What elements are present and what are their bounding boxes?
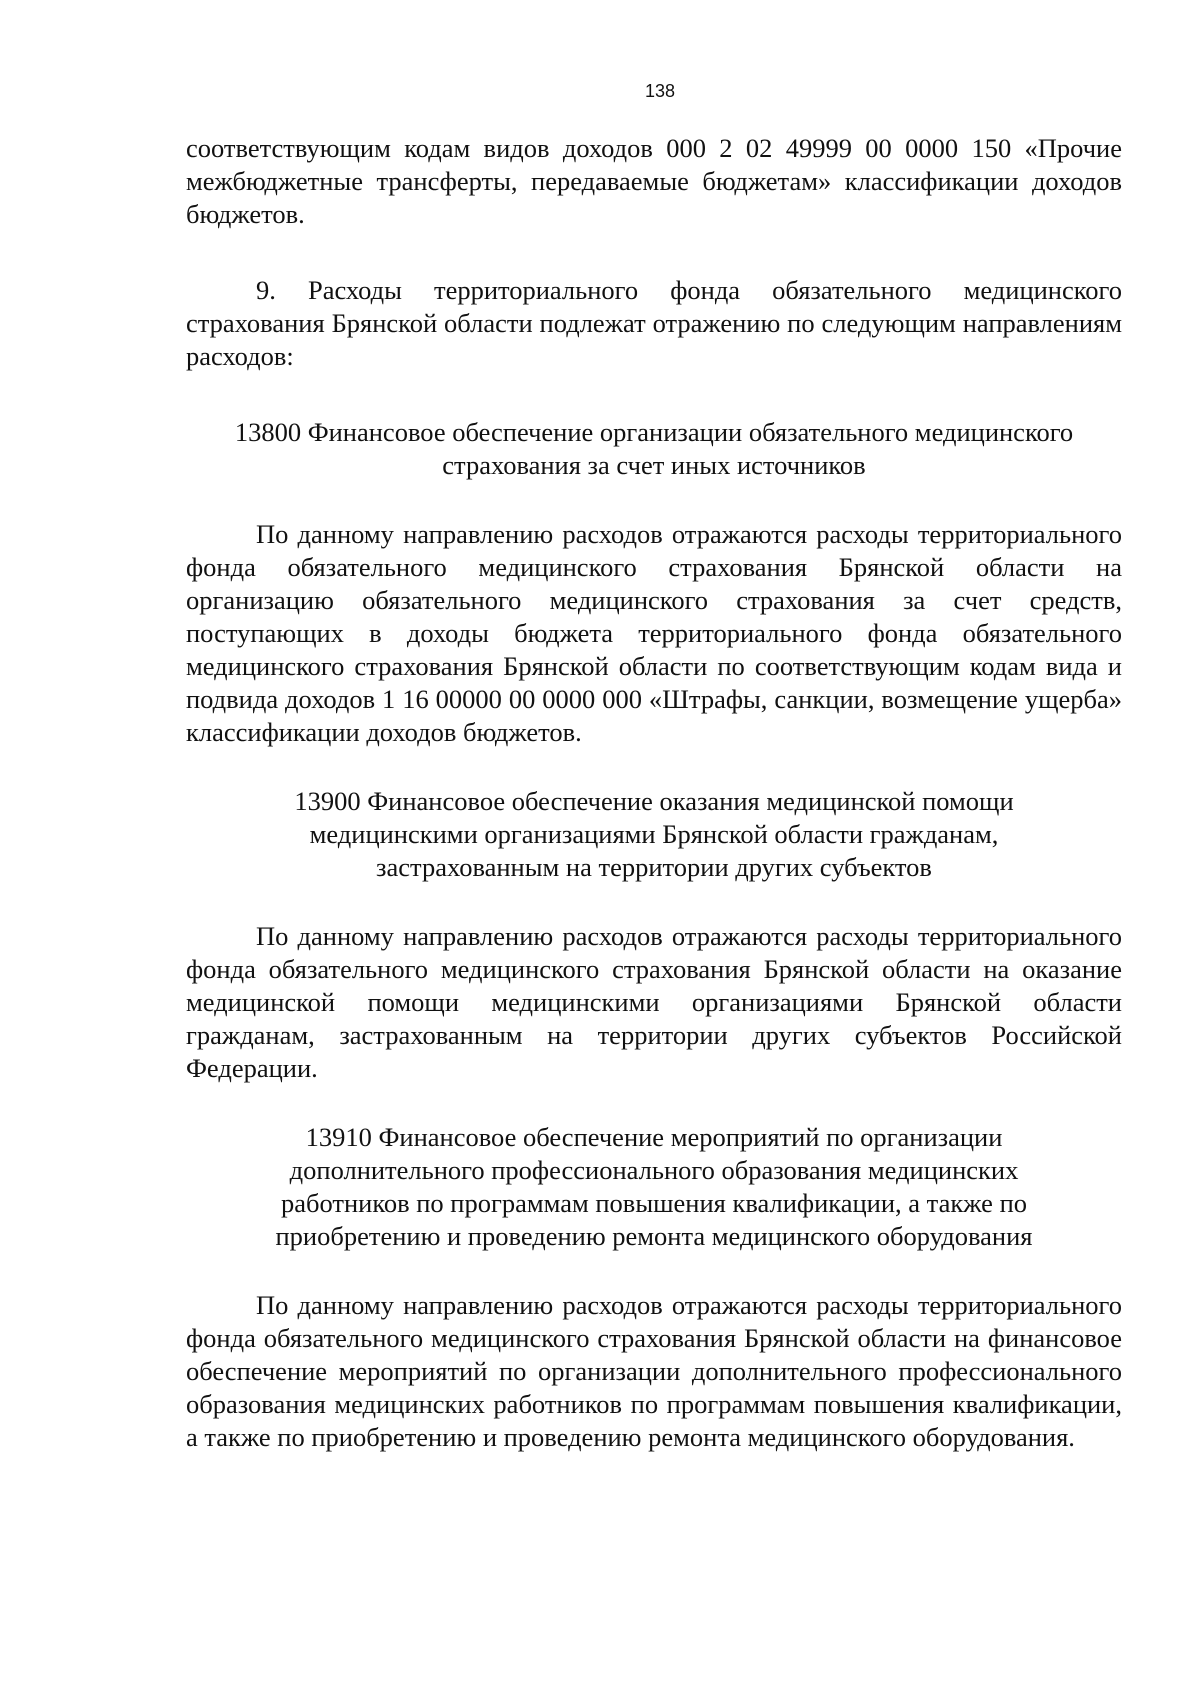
paragraph-item-9: 9. Расходы территориального фонда обязательного медицинского страхования Брянской области подлежат отражению по следующим направлениям расходов: [186, 275, 1122, 371]
page-number: 138 [644, 81, 676, 101]
section-heading-13800: 13800 Финансовое обеспечение организации обязательного медицинского страхования за счет иных источников [234, 417, 1074, 480]
section-heading-13910: 13910 Финансовое обеспечение мероприятий по организации дополнительного профессионального образования медицинских работников по программам повышения квалификации, а также по приобретению и проведению ремонта медицинского оборудования [275, 1122, 1033, 1251]
paragraph-13800-description: По данному направлению расходов отражаются расходы территориального фонда обязательного медицинского страхования Брянской области на организацию обязательного медицинского страхования за счет средств, поступающих в доходы бюджета территориального фонда обязательного медицинского страхования Брянской области по соответствующим кодам вида и подвида доходов 1 16 00000 00 0000 000 «Штрафы, санкции, возмещение ущерба» классификации доходов бюджетов. [186, 519, 1122, 747]
paragraph-13910-description: По данному направлению расходов отражаются расходы территориального фонда обязательного медицинского страхования Брянской области на финансовое обеспечение мероприятий по организации дополнительного профессионального образования медицинских работников по программам повышения квалификации, а также по приобретению и проведению ремонта медицинского оборудования. [186, 1290, 1122, 1452]
paragraph-continuation: соответствующим кодам видов доходов 000 2 02 49999 00 0000 150 «Прочие межбюджетные трансферты, передаваемые бюджетам» классификации доходов бюджетов. [186, 133, 1122, 229]
paragraph-13900-description: По данному направлению расходов отражаются расходы территориального фонда обязательного медицинского страхования Брянской области на оказание медицинской помощи медицинскими организациями Брянской области гражданам, застрахованным на территории других субъектов Российской Федерации. [186, 921, 1122, 1083]
section-heading-13900: 13900 Финансовое обеспечение оказания медицинской помощи медицинскими организациями Брянской области гражданам, застрахованным на территории других субъектов [294, 786, 1014, 882]
document-body [186, 132, 1122, 1454]
